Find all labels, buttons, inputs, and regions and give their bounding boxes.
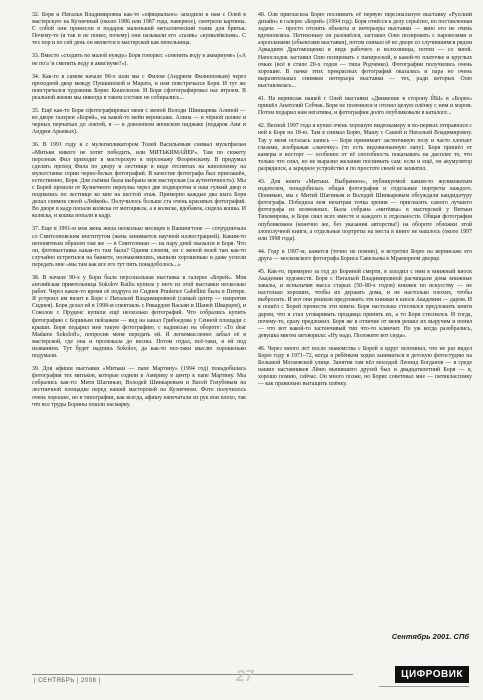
memoir-paragraph: 44. Году в 1997-м, кажется (точно не помню), я встретил Борю на вернисаже его друга — московского фотографа Бориса Савельева в Мраморном дворце. xyxy=(258,248,472,262)
page-footer xyxy=(0,662,483,700)
memoir-paragraph: 41. На вернисаж нашей с Олей выставки «Движение в сторону ЙЫ» в «Борее» пришёл Анатолий Собчак. Боря не поленился и отснял целую плёнку с ним и мэром. Потом подарил нам негативы, и фотографии долго опубликовали в каталоге... xyxy=(258,96,472,117)
memoir-paragraph: 34. Как-то в самом начале 90-х шли мы с Филом (Андреем Филипповым) через проходной двор между Пушкинской и Марата, и нам повстречался Боря. И тут же повстречался художник Борис Кошелохов. И Боря сфотографировал нас втроем. В реальной жизни мы никогда в таком составе не собирались... xyxy=(32,73,246,101)
footer-right-rule xyxy=(379,686,469,687)
memoir-paragraph: 40. Оля пригласила Борю поснимать её первую персональную выставку «Русский дизайн» в галерее «Борей» (1994 год). Боря отнёсся к делу серьёзно, но поставленная задача — просто отснять объекты и интерьеры выставки — явно его не очень вдохновляла. Потихоньку он разошёлся, заставил Олю позировать с паровозами и аэропланами (объектами выставки), потом снимал её во дворе со случившимся рядом Аркадием Драгомощенко в виде рабочего и колхозницы, потом — со мной. Напоследок заставил Олю позировать с папироской, в какой-то платочке и круглых очках (всё в стиле 20-х годов — типа Родченко). Фотографии получились очень хорошие. В пачке этих прекрасных фотографий оказалась и пара но очень выразительных снимков интерьера выставки — тех, ради которых Олю выставлялась... xyxy=(258,12,472,89)
memoir-paragraph: 42. Весной 1997 года я купил очень хорошую видеокамеру и во-первых отправился с ней к Боре на 18-ю. Там я снимал Борю, Машу с Сашей и Натальей Владимировну. Тау у меня осталась запись — Боря принимает застенчивую позу и часто хлопает глазами, изображая «лапочку» (то есть видовизнанную лапу). Боря пришёл от камеры в восторг — особенно от её способность показывать на дисплее то, что только что снял, но не выразил желания поснимать сам: если и ещё, он акумулятор разрядился, а зарядное устройство я по простоте своей не захватил. xyxy=(258,123,472,172)
memoir-paragraph: 38. В начале 90-х у Бори была персональная выставка в галерее «Борей». Моя английская приятельница Sokolov Ratliu купила у него из этой выставки несколько работ. Через какое-то время её подруга из Сиднея Prudence Gabellini была в Питере. Я устроил им визит к Боре с Натальей Владимировной (самый центр — напротив Сиднея). Боря делал ей в 1998-м спектакль с Рикардом Васьяи и Шаней Шварцем), и Соколов с Пруденс купили ещё несколько фотографий. Что собрались купить фотографию с Бориным пейзажем — вид на канал Грибоедова у Сенной площади с крыши. Боря подарил мне такую фотографию, с надписью на обороте: «To dear Madame Sokoloff», попросив меня передать ей. Я легкомысленно забыл её в мастерской, где она и пролежала до весны. Потом отдал, всё-таки, я ей под названием. Тут будет надпись Sokolov, да как-то все-таки мыслю хорошенько подумали. xyxy=(32,275,246,360)
memoir-paragraph: 36. В 1991 году я с мультипликатором Толей Васильевым снимал мультфильм «Митьки никого не хотят победить, или МИТЬКИМАЙЕР». Там по сюжету персонаж Фил приходит в мастерскую к персонажу Флоренскому. В придумал сделать проход Фила по двору и лестнице в виде отснятых на кинопленку на мультстанке серии черно-белых фотографий. В качестве фотографа был приглашён, естественно, Боря. Для съёмки была выбрана моя мастерская (за аутентичность). Мы с Борей прошли от Кузнечного переулка через две подворотни в наш гулкий двор и поднялись по лестнице ко мне на шестой этаж. Примерно каждые два шага Боря делал снимок своей «Лейкой». Получилось больше ста очень красивых фотографий. Во дворе в кадр попали коляска от мотоцикла, а в коляске, вдобавок, сидела кошка. И коляска, и кошка попали в кадр. xyxy=(32,142,246,220)
magazine-logo: ЦИФРОВИК xyxy=(395,666,469,683)
memoir-paragraph: 37. Еще в 1991-м моя жена жила несколько месяцев в Вашингтоне — сотрудничала со Смитсоновским институтом (жена занимается научной иллюстрацией). Каким-то непонятным образом там же — в Смитсониан — на пару дней оказался и Боря. Что он, фотовыставка какая-то там была? Одним словом, он с женой моей там как-то случайно встретился на банкете, познакомились, выпили хорошенько и даже успели передать мне «мы там как все его тут пять понадоболось...» xyxy=(32,226,246,268)
memoir-paragraph: 46. Через много лет после знакомства с Борей я вдруг вспомнил, что не раз видел Борю году в 1971–72, когда я ребёнком ходил заниматься в детскую фотостудию на Большой Московской улице. Занятия там вёл молодой Леонид Богданов — в среде наших наставников Лёню выпившего друзей был и двадцатилетний Боря — я, хорошо помню, сейчас. Он много позже, но Борис советовал мне — пятикласснику — как правильно вытащить плёнку. xyxy=(258,345,472,388)
left-column xyxy=(32,12,246,652)
memoir-paragraph: 35. Ещё как-то Боря сфотографировал меня с женой Володи Шинкарева Алиной — во дворе галереи «Борей», на какой-то мейн вернисаже. Алина — в чёрной шляпе и черных перчатках до локтей, я — в довоенном японском пиджаке (подарок Ани и Андрея Арьевых). xyxy=(32,108,246,136)
footer-issue-date: | СЕНТЯБРЬ | 2008 | xyxy=(34,678,101,684)
memoir-paragraph: 39. Для афиши выставки «Митьки — папе Мартину» (1994 год) понадобилась фотография тех митьков, которые ездили в Америку в центр к папе Мартину. Мы собрались как-то: Митя Шагинын, Володей Шинкаревым и Васей Голубевым на лестничной площадке перед нашей мастерской на Кузнечном. Фото получилось очень хорошее, но в типографии, как всегда, афишу напечатали из рук вон плохо, так что все труды Борины пошли насмарку. xyxy=(32,366,246,408)
article-signature: Сентябрь 2001. СПб xyxy=(391,632,469,641)
memoir-paragraph: 45. Как-то, примерно за год до Бориной смерти, я заходил с ним в книжный киоск Академии художеств. Боря с Натальей Владимировной расчищали дома книжные завалы, и вспыльчив масса старых (50–80-х годов) книжек по искусству — не настолько хороших, чтобы их держать дома, и не настолько плохих, чтобы выбросить. И вот они решили предложить эти книжки в киоск Академии — даром. И я пошёл с Борей пронести эти книги. Боря настолько стеснялся предложить книги даром, что я стал уговаривать продавца принять их, а то Боря стеснялся. И тогда, почему-то, сразу предложил. Боря же в отличие от меня решил их выручим и понял — что вот какой-то застенчивый тип что-то клянчит. Но уж когда разобрались, девушка мигом заговорила: «Ну надо. Положите вот сюда». xyxy=(258,269,472,339)
right-column xyxy=(258,12,472,652)
memoir-paragraph: 32. Боря и Наталья Владимировна как-то «официально» заходили к нам с Олей в мастерскую на Кузнечный (около 1986 или 1987 года, наверное), смотрели картины. С собой они принесли в подарок маленький металлический тазик для бритья. Почему-то (я так и не понял, почему) они называли его «тазик» «кумилёвским». С тех пор и по сей день он является в мастерской как пепельница. xyxy=(32,12,246,47)
memoir-paragraph: 43. Для книги «Митьки. Выбранное», публикуемой каким-то жуликоватым издателем, понадобилась общая фотография и отдельные портреты каждого. Понимаю, мы с Митей Шагиным и Володей Шинкаревым обсуждали кандидатуру фотографа. Победила моя нехитрая точка зрения — пригласить самого лучшего фотографа из возможных. Была собрана «митёвка» в мастерской у Витьки Тихомирова, и Боря снял всех вместе и каждого в отдельности. Общая фотография опубликована (конечно же, без указания авторства!) на обороте обложки этой злополучной книги, а отдельные портреты на места в книге не нашлось (около 1997 или 1998 года). xyxy=(258,178,472,242)
footer-divider xyxy=(32,674,353,675)
memoir-paragraph: 33. Вместо «сходить по малой нужде» Боря говорил: «сменить воду в аквариуме» («А не по'а 'и сменить воду в аква'иуме?»). xyxy=(32,53,246,67)
article-columns xyxy=(32,12,472,652)
page-number: 27 xyxy=(236,668,254,685)
